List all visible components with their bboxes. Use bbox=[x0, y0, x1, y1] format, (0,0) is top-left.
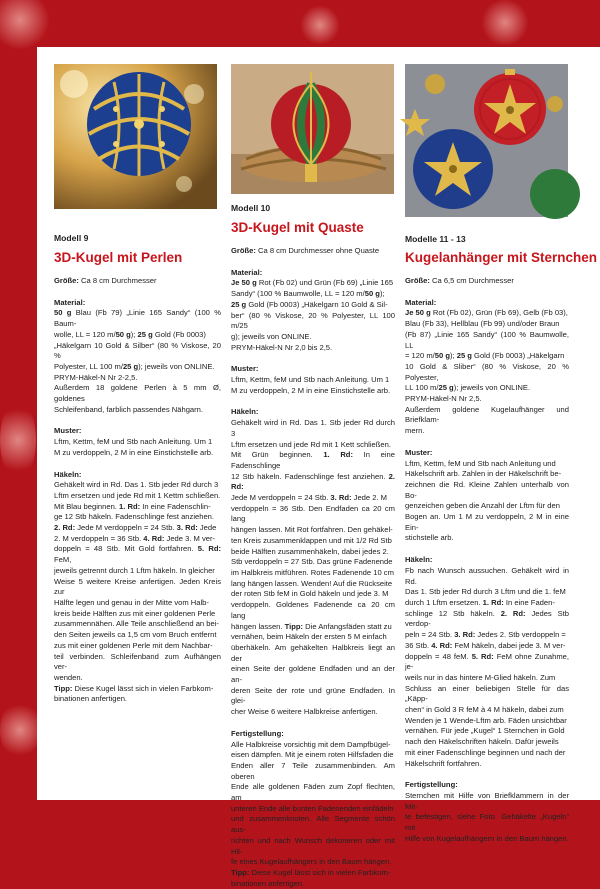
text-line: Lftm, Kettm, feM und Stb nach Anleitung und bbox=[405, 458, 556, 468]
model-11-13-text bbox=[405, 276, 569, 844]
text-line: 12 Stb häkeln. Fadenschlinge fest anziehen. 2. Rd: bbox=[231, 471, 395, 492]
text-line: vernähen. Für jede „Kugel“ 1 Sternchen in Gold bbox=[405, 726, 565, 736]
size-line: Größe: Ca 8 cm Durchmesser ohne Quaste bbox=[231, 246, 380, 255]
text-line: Hilfe von Kugelaufhängern in den Baum hängen. bbox=[405, 833, 569, 843]
text-line: Gehäkelt wird in Rd. Das 1. Stb jeder Rd durch 3 bbox=[231, 418, 395, 438]
material-heading: Material: bbox=[231, 267, 263, 277]
text-line: verdoppeln. Goldenes Fadenende ca 20 cm lang bbox=[231, 600, 395, 620]
haekeln-lines bbox=[405, 566, 569, 769]
photo-star-ornaments bbox=[405, 64, 568, 217]
text-line: chen“ in Gold 3 R feM à 4 M häkeln, dabei zum bbox=[405, 705, 564, 715]
text-line: 2. Rd: Jede M verdoppeln = 24 Stb. 3. Rd: Jede bbox=[54, 523, 217, 533]
text-line: Polyester, LL 100 m/25 g); jeweils von ONLINE. bbox=[54, 361, 215, 371]
text-line: Sternchen mit Hilfe von Briefklammern in der Mit- bbox=[405, 790, 569, 811]
text-line: 50 g Blau (Fb 79) „Linie 165 Sandy“ (100 % Baum- bbox=[54, 308, 221, 329]
text-line: Fb nach Wunsch aussuchen. Gehäkelt wird in Rd. bbox=[405, 565, 569, 586]
text-line: „Häkelgarn 10 Gold & Silber“ (80 % Viskose, 20 % bbox=[54, 340, 221, 361]
material-lines bbox=[231, 278, 395, 353]
text-line: überhäkeln. Am gehäkelten Halbkreis liegt an der bbox=[231, 642, 395, 663]
text-line: stichstelle arb. bbox=[405, 533, 454, 543]
text-line: Schluss an einer beliebigen Stelle für das „Käpp- bbox=[405, 683, 569, 704]
text-line: Häkelschrift arb. Zahlen in der Häkelschrift be- bbox=[405, 469, 562, 479]
size-line: Größe: Ca 8 cm Durchmesser bbox=[54, 276, 157, 285]
text-line: Lftm ersetzen und jede Rd mit 1 Kett schließen. bbox=[231, 439, 391, 449]
muster-lines bbox=[54, 437, 221, 458]
text-line: Alle Halbkreise vorsichtig mit dem Dampfbügel- bbox=[231, 739, 391, 749]
model-10-text bbox=[231, 246, 395, 889]
text-line: PRYM-Häkel-N Nr 2,5. bbox=[405, 394, 482, 404]
muster-heading: Muster: bbox=[405, 447, 433, 457]
text-line: zeichnen die Rd. Kleine Zahlen unterhalb von Bo- bbox=[405, 479, 569, 500]
fertigstellung-heading: Fertigstellung: bbox=[231, 728, 284, 738]
tipp-lines: Tipp: Diese Kugel lässt sich in vielen Farbkom- binationen anfertigen. bbox=[231, 867, 391, 888]
text-line: = 120 m/50 g); 25 g Gold (Fb 0003) „Häkelgarn bbox=[405, 351, 565, 361]
text-line: Mit Blau beginnen. 1. Rd: In eine Fadenschlin- bbox=[54, 501, 211, 511]
text-line: Mit Grün beginnen. 1. Rd: In eine Fadenschlinge bbox=[231, 450, 395, 470]
text-line: im Halbkreis mitführen. Rotes Fadenende 10 cm bbox=[231, 567, 394, 577]
muster-lines bbox=[405, 459, 569, 545]
material-lines bbox=[405, 308, 569, 436]
background-sparkle bbox=[0, 700, 40, 760]
text-line: weils nur in das hintere M-Glied häkeln. Zum bbox=[405, 672, 556, 682]
text-line: Enden aller 7 Teile zusammenbinden. Am oberen bbox=[231, 760, 395, 781]
muster-heading: Muster: bbox=[231, 364, 259, 374]
text-line: eisen dämpfen. Mit je einem roten Hilfsfaden die bbox=[231, 750, 394, 760]
text-line: verdoppeln = 36 Stb. Den Endfaden ca 20 cm lang bbox=[231, 503, 395, 524]
text-line: Hälfte legen und genau in der Mitte vom Halb- bbox=[54, 597, 209, 607]
text-line: mern. bbox=[405, 426, 425, 436]
text-line: 2. M verdoppeln = 36 Stb. 4. Rd: Jede 3. M ver- bbox=[54, 533, 216, 543]
text-line: ten Kreis zusammenklappen und mit 1/2 Rd Stb bbox=[231, 535, 392, 545]
text-line: Gehäkelt wird in Rd. Das 1. Stb jeder Rd durch 3 bbox=[54, 480, 219, 490]
muster-lines bbox=[231, 375, 395, 396]
text-line: vernähen, beim Häkeln der ersten 5 M einfach bbox=[231, 632, 387, 642]
text-line: fe eines Kugelaufhängers in den Baum hängen. bbox=[231, 857, 392, 867]
text-line: deren Seite der rote und grüne Endfaden. In glei- bbox=[231, 685, 395, 706]
text-line: peln = 24 Stb. 3. Rd: Jedes 2. Stb verdoppeln = bbox=[405, 630, 566, 640]
model-11-13-title: Kugelanhänger mit Sternchen bbox=[405, 250, 598, 265]
text-line: LL 100 m/25 g); jeweils von ONLINE. bbox=[405, 383, 531, 393]
text-line: den Seiten jeweils ca 1,5 cm vom Bruch entfernt bbox=[54, 630, 217, 640]
model-9-text bbox=[54, 276, 221, 705]
text-line: Je 50 g Rot (Fb 02), Grün (Fb 69), Gelb (Fb 03), bbox=[405, 308, 568, 318]
text-line: mit einer Fadenschlinge beginnen und nach der bbox=[405, 747, 566, 757]
text-line: einen Seite der goldene Endfaden und an der an- bbox=[231, 664, 395, 685]
text-line: genzeichen geben die Anzahl der Lftm für den bbox=[405, 501, 560, 511]
text-line: jeweils getrennt durch 1 Lftm häkeln. In gleicher bbox=[54, 565, 215, 575]
material-heading: Material: bbox=[405, 297, 437, 307]
text-line: doppeln = 48 Stb. Mit Gold fortfahren. 5. Rd: FeM, bbox=[54, 544, 221, 565]
text-line: Lftm ersetzen und jede Rd mit 1 Kettm schließen. bbox=[54, 490, 221, 500]
text-line: Bogen an. Um 1 M zu verdoppeln, 2 M in eine Ein- bbox=[405, 512, 569, 532]
text-line: Das 1. Stb jeder Rd durch 3 Lftm und die 1. feM bbox=[405, 587, 566, 597]
text-line: ge 12 Stb häkeln. Fadenschlinge fest anziehen. bbox=[54, 512, 215, 522]
text-line: teil verbinden. Schleifenband zum Aufhängen ver- bbox=[54, 651, 221, 672]
text-line: hängen lassen. Mit Rot fortfahren. Den gehäkel- bbox=[231, 525, 393, 535]
haekeln-heading: Häkeln: bbox=[54, 469, 82, 479]
text-line: doppeln = 48 feM. 5. Rd: FeM ohne Zunahme, je- bbox=[405, 651, 569, 672]
text-line: kreis beide Hälften zus mit einer goldenen Perle bbox=[54, 608, 216, 618]
haekeln-heading: Häkeln: bbox=[231, 407, 259, 417]
model-9-title: 3D-Kugel mit Perlen bbox=[54, 250, 183, 265]
text-line: (Fb 87) „Linie 165 Sandy“ (100 % Baumwolle, LL bbox=[405, 329, 569, 350]
text-line: schlinge 12 Stb häkeln. 2. Rd: Jedes Stb verdop- bbox=[405, 608, 569, 629]
text-line: hängen lassen. Tipp: Die Anfangsfäden statt zu bbox=[231, 621, 392, 631]
text-line: und zusammenknoten. Alle Segmente schön aus- bbox=[231, 814, 395, 835]
fertigstellung-lines bbox=[231, 740, 395, 868]
background-sparkle bbox=[0, 400, 36, 480]
text-line: PRYM-Häkel-N Nr 2-2,5. bbox=[54, 372, 138, 382]
text-line: wenden. bbox=[54, 672, 83, 682]
background-sparkle bbox=[480, 0, 530, 45]
background-sparkle bbox=[300, 5, 340, 45]
text-line: M zu verdoppeln, 2 M in eine Einstichstelle arb. bbox=[231, 385, 391, 395]
text-line: 10 Gold & Sliber“ (80 % Viskose, 20 % Polyester, bbox=[405, 361, 569, 382]
text-line: Sandy“ (100 % Baumwolle, LL = 120 m/50 g); bbox=[231, 289, 385, 299]
tipp-lines: Tipp: Diese Kugel lässt sich in vielen Farbkom- binationen anfertigen. bbox=[54, 683, 214, 704]
text-line: PRYM-Häkel-N Nr 2,0 bis 2,5. bbox=[231, 342, 333, 352]
haekeln-lines bbox=[54, 480, 221, 683]
text-line: g); jeweils von ONLINE. bbox=[231, 331, 312, 341]
text-line: Ende alle goldenen Fäden zum Zopf flechten, am bbox=[231, 782, 395, 803]
size-line: Größe: Ca 6,5 cm Durchmesser bbox=[405, 276, 514, 285]
haekeln-heading: Häkeln: bbox=[405, 555, 433, 565]
text-line: Wenden je 1 Wende-Lftm arb. Fäden unsichtbar bbox=[405, 715, 567, 725]
text-line: cher Weise 6 weitere Halbkreise anfertigen. bbox=[231, 707, 378, 717]
photo-blue-gold-ball bbox=[54, 64, 217, 209]
text-line: nach den Häkelschriften häkeln. Dafür jeweils bbox=[405, 737, 559, 747]
text-line: der roten Stb feM in Gold häkeln und jede 3. M bbox=[231, 589, 389, 599]
text-line: Lftm, Kettm, feM und Stb nach Anleitung. Um 1 bbox=[231, 375, 390, 385]
text-line: Stb verdoppeln = 27 Stb. Das grüne Fadenende bbox=[231, 557, 393, 567]
text-line: richten und nach Wunsch dekorieren oder mit Hil- bbox=[231, 835, 395, 856]
text-line: zus mit einer goldenen Perle mit dem Nachbar- bbox=[54, 640, 213, 650]
text-line: te befestigen, siehe Foto. Gehäkelte „Kugeln“ mit bbox=[405, 812, 569, 833]
model-9-label: Modell 9 bbox=[54, 233, 89, 243]
text-line: M zu verdoppeln, 2 M in eine Einstichstelle arb. bbox=[54, 447, 214, 457]
fertigstellung-lines bbox=[405, 791, 569, 845]
text-line: Häkelschrift fortfahren. bbox=[405, 758, 482, 768]
white-page bbox=[37, 47, 600, 888]
text-line: zusammennähen. Alle Teile anschließend an bei- bbox=[54, 619, 219, 629]
text-line: Weise 5 weitere Kreise anfertigen. Jeden Kreis zur bbox=[54, 576, 221, 597]
text-line: Je 50 g Rot (Fb 02) und Grün (Fb 69) „Linie 165 bbox=[231, 278, 394, 288]
model-11-13-label: Modelle 11 - 13 bbox=[405, 234, 466, 244]
muster-heading: Muster: bbox=[54, 426, 82, 436]
text-line: unteren Ende alle bunten Fadenenden einfädeln bbox=[231, 803, 394, 813]
material-heading: Material: bbox=[54, 297, 86, 307]
text-line: Außerdem 18 goldene Perlen à 5 mm Ø, goldenes bbox=[54, 383, 221, 404]
material-lines bbox=[54, 308, 221, 415]
fertigstellung-heading: Fertigstellung: bbox=[405, 780, 458, 790]
model-10-label: Modell 10 bbox=[231, 203, 271, 213]
text-line: ber“ (80 % Viskose, 20 % Polyester, LL 100 m/25 bbox=[231, 310, 395, 331]
background-sparkle bbox=[0, 0, 50, 50]
text-line: Außerdem goldene Kugelaufhänger und Briefklam- bbox=[405, 404, 569, 425]
photo-red-green-ball bbox=[231, 64, 394, 194]
text-line: wolle, LL = 120 m/50 g); 25 g Gold (Fb 0003) bbox=[54, 329, 206, 339]
text-line: lang hängen lassen. Wenden! Auf die Rückseite bbox=[231, 578, 393, 588]
page-number: 26 bbox=[40, 774, 52, 785]
haekeln-lines bbox=[231, 418, 395, 718]
text-line: durch 1 Lftm ersetzen. 1. Rd: In eine Faden- bbox=[405, 597, 555, 607]
text-line: beide Hälften zusammenhäkeln, dabei jedes 2. bbox=[231, 546, 389, 556]
text-line: 36 Stb. 4. Rd: FeM häkeln, dabei jede 3. M ver- bbox=[405, 640, 566, 650]
text-line: Lftm, Kettm, feM und Stb nach Anleitung. Um 1 bbox=[54, 437, 213, 447]
text-line: Blau (Fb 33), Hellblau (Fb 99) und/oder Braun bbox=[405, 319, 560, 329]
model-10-title: 3D-Kugel mit Quaste bbox=[231, 220, 364, 235]
text-line: 25 g Gold (Fb 0003) „Häkelgarn 10 Gold & Sil- bbox=[231, 299, 388, 309]
watermark: PassionForum.ru bbox=[515, 776, 592, 787]
text-line: Schleifenband, farblich passendes Nähgarn. bbox=[54, 404, 204, 414]
text-line: Jede M verdoppeln = 24 Stb. 3. Rd: Jede 2. M bbox=[231, 493, 387, 503]
